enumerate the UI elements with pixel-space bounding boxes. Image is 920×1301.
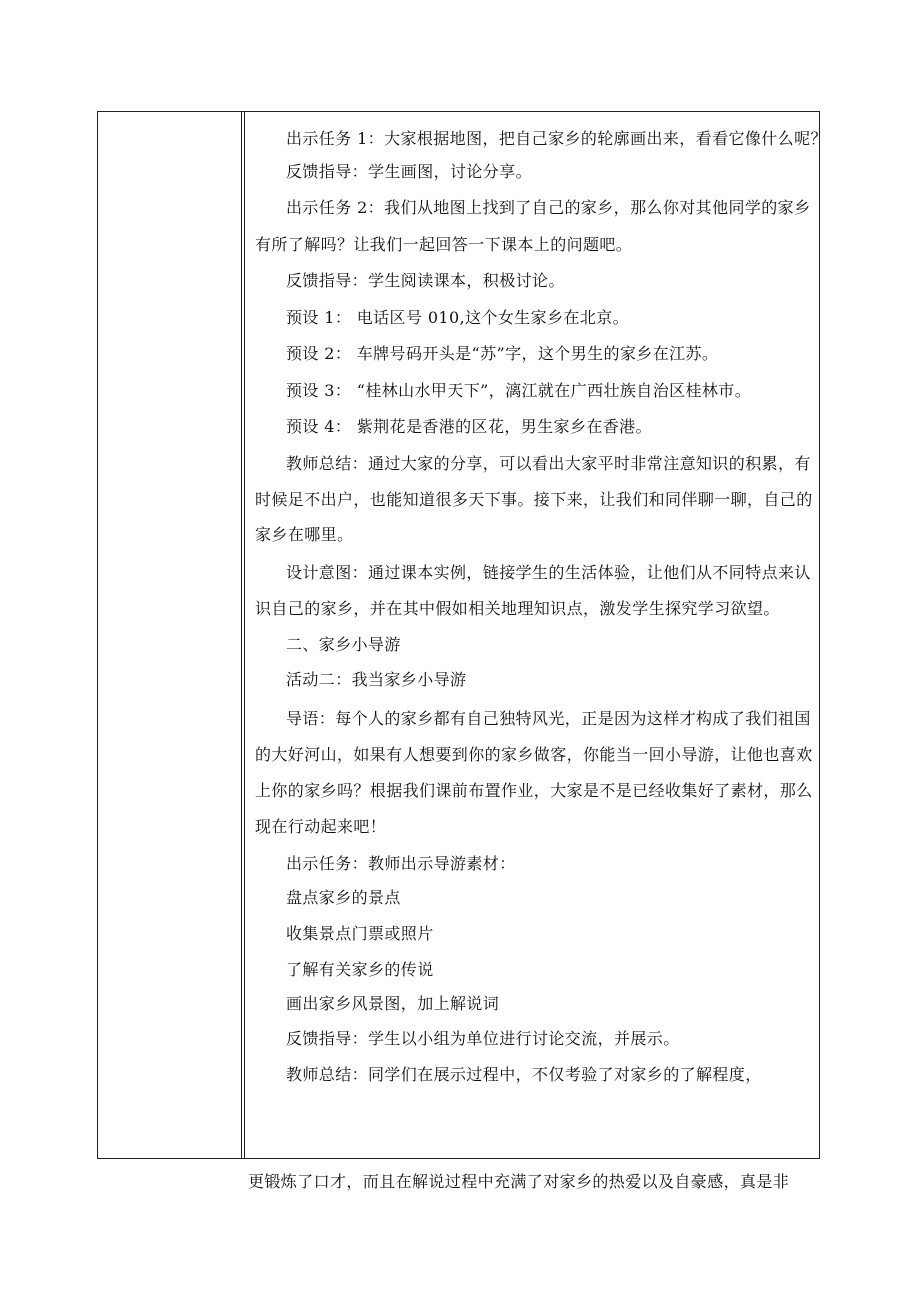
table-left-cell bbox=[98, 112, 241, 1158]
text-line: 反馈指导：学生阅读课本，积极讨论。 bbox=[286, 271, 565, 290]
text-line: 反馈指导：学生以小组为单位进行讨论交流，并展示。 bbox=[286, 1029, 680, 1048]
list-item: 收集景点门票或照片 bbox=[286, 924, 434, 943]
section-heading: 二、家乡小导游 bbox=[286, 635, 401, 654]
table-column-divider-inner bbox=[244, 112, 245, 1158]
text-line: 设计意图：通过课本实例，链接学生的生活体验，让他们从不同特点来认 bbox=[286, 563, 811, 582]
text-line: 有所了解吗？让我们一起回答一下课本上的问题吧。 bbox=[255, 235, 633, 254]
text-line: 预设 2： 车牌号码开头是“苏”字，这个男生的家乡在江苏。 bbox=[286, 344, 719, 363]
text-line: 识自己的家乡，并在其中假如相关地理知识点，激发学生探究学习欲望。 bbox=[255, 599, 780, 618]
text-line: 反馈指导：学生画图，讨论分享。 bbox=[286, 162, 533, 181]
text-line: 导语：每个人的家乡都有自己独特风光，正是因为这样才构成了我们祖国 bbox=[286, 709, 811, 728]
text-line: 教师总结：同学们在展示过程中，不仅考验了对家乡的了解程度， bbox=[286, 1065, 762, 1084]
text-line: 预设 3： “桂林山水甲天下”，漓江就在广西壮族自治区桂林市。 bbox=[286, 381, 752, 400]
text-line: 教师总结：通过大家的分享，可以看出大家平时非常注意知识的积累，有 bbox=[286, 454, 811, 473]
table-column-divider bbox=[241, 112, 242, 1158]
text-line: 的大好河山，如果有人想要到你的家乡做客，你能当一回小导游，让他也喜欢 bbox=[255, 745, 813, 764]
text-line: 上你的家乡吗？根据我们课前布置作业，大家是不是已经收集好了素材，那么 bbox=[255, 781, 813, 800]
text-line: 预设 1： 电话区号 010,这个女生家乡在北京。 bbox=[286, 308, 630, 327]
continuation-text: 更锻炼了口才，而且在解说过程中充满了对家乡的热爱以及自豪感，真是非 bbox=[248, 1172, 790, 1191]
text-line: 出示任务 2：我们从地图上找到了自己的家乡，那么你对其他同学的家乡 bbox=[286, 198, 811, 217]
text-line: 家乡在哪里。 bbox=[255, 525, 354, 544]
list-item: 画出家乡风景图，加上解说词 bbox=[286, 994, 500, 1013]
text-line: 活动二：我当家乡小导游 bbox=[286, 670, 467, 689]
text-line: 出示任务：教师出示导游素材： bbox=[286, 854, 516, 873]
text-line: 预设 4： 紫荆花是香港的区花，男生家乡在香港。 bbox=[286, 417, 652, 436]
text-line: 时候足不出户，也能知道很多天下事。接下来，让我们和同伴聊一聊，自己的 bbox=[255, 490, 813, 509]
text-line: 出示任务 1：大家根据地图，把自己家乡的轮廓画出来，看看它像什么呢？ bbox=[286, 129, 827, 148]
list-item: 盘点家乡的景点 bbox=[286, 888, 401, 907]
list-item: 了解有关家乡的传说 bbox=[286, 960, 434, 979]
text-line: 现在行动起来吧！ bbox=[255, 817, 387, 836]
